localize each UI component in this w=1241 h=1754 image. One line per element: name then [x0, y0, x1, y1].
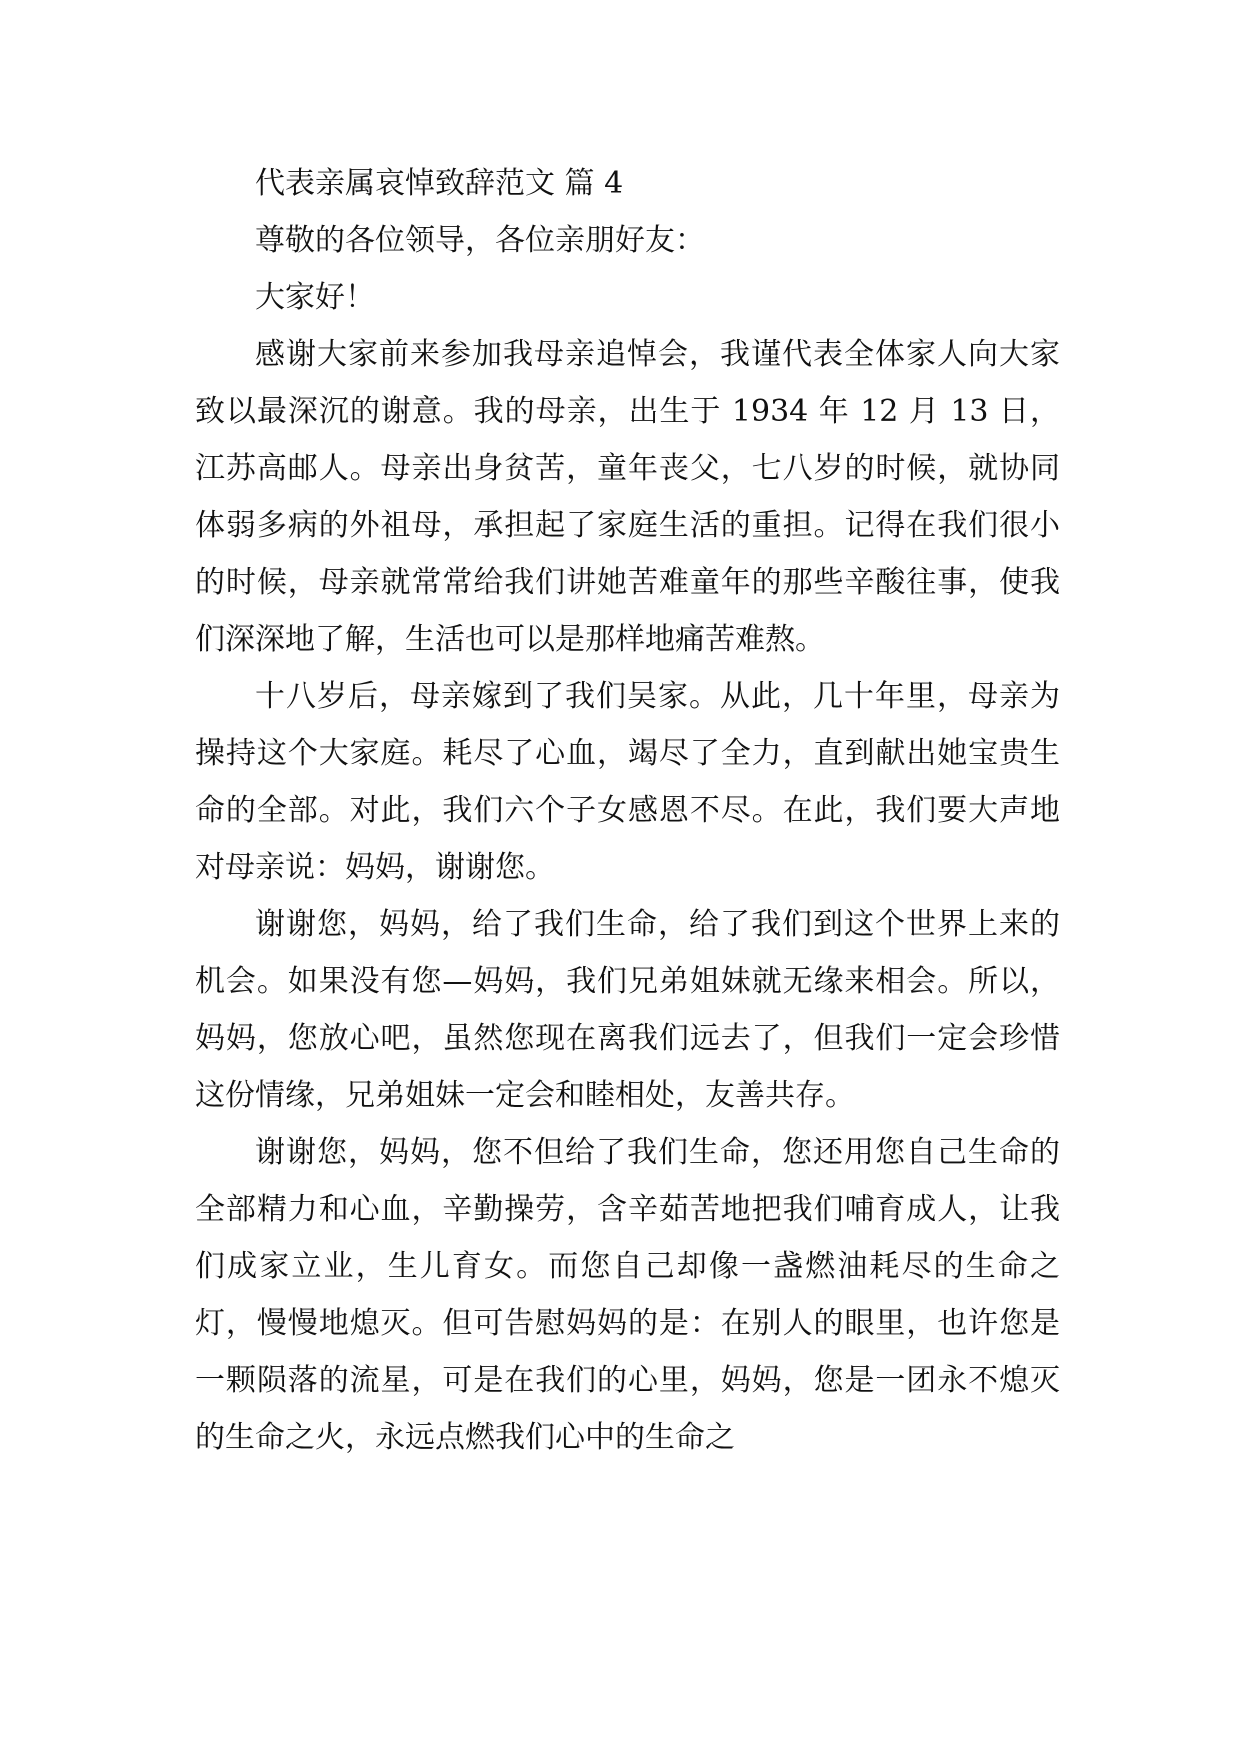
document-body — [195, 155, 1060, 1466]
paragraph-1: 感谢大家前来参加我母亲追悼会，我谨代表全体家人向大家致以最深沉的谢意。我的母亲，出生于 1934 年 12 月 13 日，江苏高邮人。母亲出身贫苦，童年丧父，七八岁的时候，就协同体弱多病的外祖母，承担起了家庭生活的重担。记得在我们很小的时候，母亲就常常给我们讲她苦难童年的那些辛酸往事，使我们深深地了解，生活也可以是那样地痛苦难熬。 — [195, 337, 1060, 657]
paragraph-3: 谢谢您，妈妈，给了我们生命，给了我们到这个世界上来的机会。如果没有您—妈妈，我们兄弟姐妹就无缘来相会。所以，妈妈，您放心吧，虽然您现在离我们远去了，但我们一定会珍惜这份情缘，兄弟姐妹一定会和睦相处，友善共存。 — [195, 907, 1060, 1113]
salutation: 尊敬的各位领导，各位亲朋好友： — [255, 223, 705, 258]
paragraph-2: 十八岁后，母亲嫁到了我们吴家。从此，几十年里，母亲为操持这个大家庭。耗尽了心血，竭尽了全力，直到献出她宝贵生命的全部。对此，我们六个子女感恩不尽。在此，我们要大声地对母亲说：妈妈，谢谢您。 — [195, 679, 1060, 885]
paragraph-4: 谢谢您，妈妈，您不但给了我们生命，您还用您自己生命的全部精力和心血，辛勤操劳，含辛茹苦地把我们哺育成人，让我们成家立业，生儿育女。而您自己却像一盏燃油耗尽的生命之灯，慢慢地熄灭。但可告慰妈妈的是：在别人的眼里，也许您是一颗陨落的流星，可是在我们的心里，妈妈，您是一团永不熄灭的生命之火，永远点燃我们心中的生命之 — [195, 1135, 1060, 1455]
document-title: 代表亲属哀悼致辞范文 篇 4 — [255, 166, 624, 201]
opening-line: 大家好！ — [255, 280, 375, 315]
